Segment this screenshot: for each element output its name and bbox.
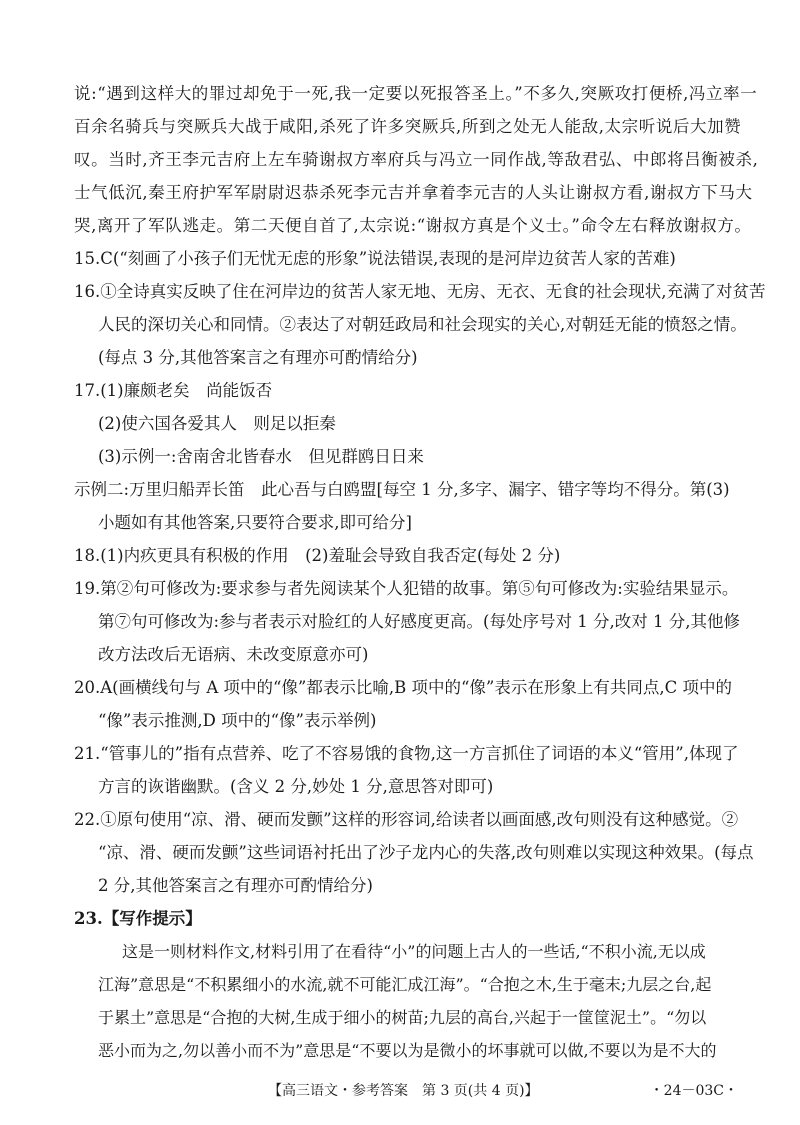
writing-tip-line-2: 江海”意思是“不积累细小的水流,就不可能汇成江海”。“合抱之木,生于毫末;九层之台,起 [98, 975, 712, 994]
translation-line-4: 士气低沉,秦王府护军军尉尉迟恭杀死李元吉并拿着李元吉的人头让谢叔方看,谢叔方下马大 [74, 183, 753, 202]
answer-19-line-3: 改方法改后无语病、未改变原意亦可) [98, 645, 369, 664]
answer-21-line-2: 方言的诙谐幽默。(含义 2 分,妙处 1 分,意思答对即可) [98, 777, 494, 796]
answer-18: 18.(1)内疚更具有积极的作用 (2)羞耻会导致自我否定(每处 2 分) [74, 546, 561, 565]
answer-20-line-1: 20.A(画横线句与 A 项中的“像”都表示比喻,B 项中的“像”表示在形象上有共同点,C 项中的 [74, 678, 732, 697]
answer-17-part-3: (3)示例一:舍南舍北皆春水 但见群鸥日日来 [98, 447, 424, 466]
answer-15: 15.C(“刻画了小孩子们无忧无虑的形象”说法错误,表现的是河岸边贫苦人家的苦难) [74, 249, 676, 268]
translation-line-2: 百余名骑兵与突厥兵大战于咸阳,杀死了许多突厥兵,所到之处无人能敌,太宗听说后大加赞 [74, 117, 742, 136]
answer-17-example-2: 示例二:万里归船弄长笛 此心吾与白鸥盟[每空 1 分,多字、漏字、错字等均不得分。第(3) [74, 480, 730, 499]
footer-code: ・24－03C・ [649, 1083, 738, 1099]
footer-title: 【高三语文・参考答案 第 3 页(共 4 页)】 [268, 1083, 539, 1099]
answer-22-line-1: 22.①原句使用“凉、滑、硬而发颤”这样的形容词,给读者以画面感,改句则没有这种感觉。② [74, 810, 739, 829]
translation-line-1: 说:“遇到这样大的罪过却免于一死,我一定要以死报答圣上。”不多久,突厥攻打便桥,冯立率一 [74, 84, 758, 103]
page-footer [0, 1079, 800, 1103]
answer-17-part-2: (2)使六国各爱其人 则足以拒秦 [98, 414, 336, 433]
answer-23-heading: 23.【写作提示】 [74, 909, 202, 928]
answer-16-line-3: (每点 3 分,其他答案言之有理亦可酌情给分) [98, 348, 418, 367]
answer-17-note: 小题如有其他答案,只要符合要求,即可给分] [98, 513, 412, 532]
answer-21-line-1: 21.“管事儿的”指有点营养、吃了不容易饿的食物,这一方言抓住了词语的本义“管用”,体现了 [74, 744, 739, 763]
answer-22-line-2: “凉、滑、硬而发颤”这些词语衬托出了沙子龙内心的失落,改句则难以实现这种效果。(每点 [98, 843, 754, 862]
writing-tip-line-1: 这是一则材料作文,材料引用了在看待“小”的问题上古人的一些话,“不积小流,无以成 [122, 942, 706, 961]
answer-20-line-2: “像”表示推测,D 项中的“像”表示举例) [98, 711, 377, 730]
answer-22-line-3: 2 分,其他答案言之有理亦可酌情给分) [98, 876, 373, 895]
answer-17-part-1: 17.(1)廉颇老矣 尚能饭否 [74, 381, 273, 400]
translation-line-5: 哭,离开了军队逃走。第二天便自首了,太宗说:“谢叔方真是个义士。”命令左右释放谢叔方。 [74, 216, 752, 235]
writing-tip-line-4: 恶小而为之,勿以善小而不为”意思是“不要以为是微小的坏事就可以做,不要以为是不大的 [98, 1041, 717, 1060]
translation-line-3: 叹。当时,齐王李元吉府上左车骑谢叔方率府兵与冯立一同作战,等敌君弘、中郎将吕衡被杀, [74, 150, 759, 169]
answer-19-line-2: 第⑦句可修改为:参与者表示对脸红的人好感度更高。(每处序号对 1 分,改对 1 分,其他修 [98, 612, 740, 631]
answer-16-line-1: 16.①全诗真实反映了住在河岸边的贫苦人家无地、无房、无衣、无食的社会现状,充满了对贫苦 [74, 282, 766, 301]
writing-tip-line-3: 于累土”意思是“合抱的大树,生成于细小的树苗;九层的高台,兴起于一筐筐泥土”。“勿以 [98, 1008, 707, 1027]
answer-19-line-1: 19.第②句可修改为:要求参与者先阅读某个人犯错的故事。第⑤句可修改为:实验结果显示。 [74, 579, 739, 598]
answer-16-line-2: 人民的深切关心和同情。②表达了对朝廷政局和社会现实的关心,对朝廷无能的愤怒之情。 [98, 315, 747, 334]
